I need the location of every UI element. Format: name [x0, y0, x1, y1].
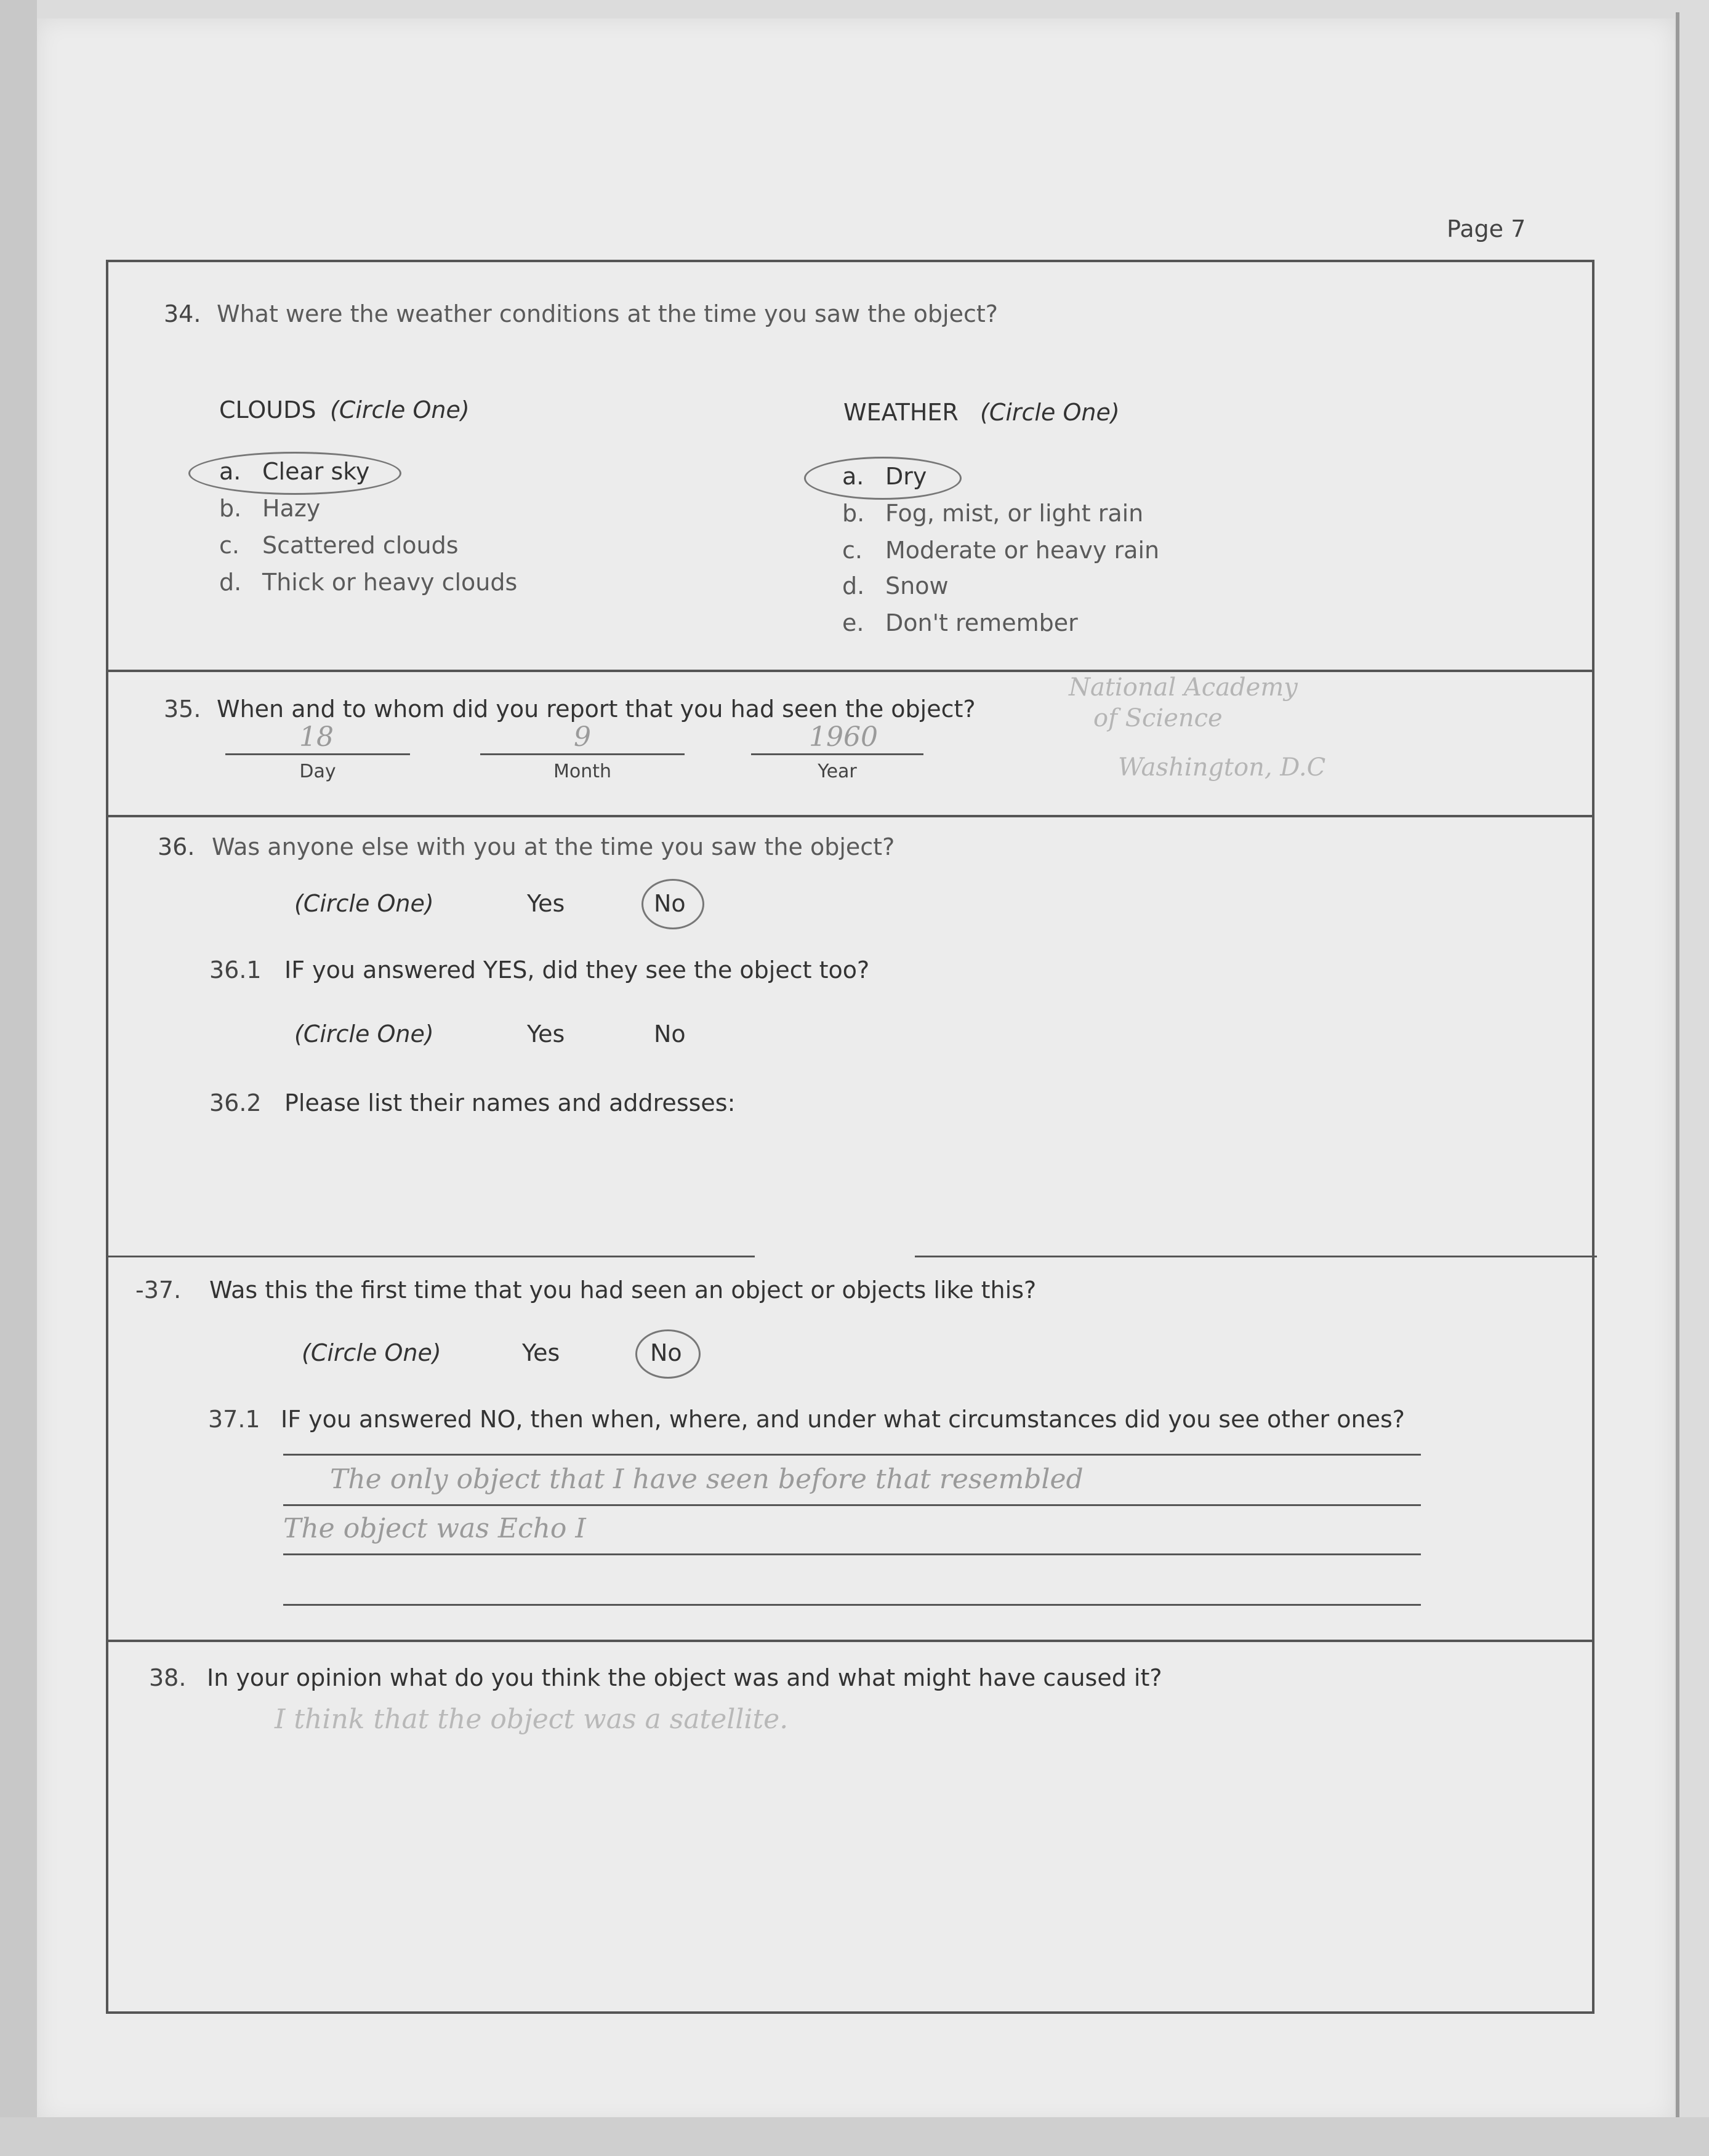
clouds-instruction: (Circle One) [330, 396, 470, 423]
dry-circle [804, 457, 962, 500]
q36-1-no-option[interactable]: No [654, 1020, 686, 1048]
question-text: What were the weather conditions at the time you saw the object? [217, 300, 998, 327]
question-text: Was anyone else with you at the time you saw the object? [212, 833, 895, 860]
weather-heading: WEATHER [843, 399, 959, 426]
month-value: 9 [574, 721, 591, 753]
weather-option-letter[interactable]: d. [842, 572, 865, 599]
weather-option-moderate[interactable]: Moderate or heavy rain [885, 537, 1160, 564]
q37-answer-line-1: The only object that I have seen before that resembled [330, 1464, 1084, 1495]
clouds-option-letter[interactable]: d. [219, 569, 242, 596]
q36-yes-option[interactable]: Yes [527, 890, 565, 917]
clouds-option-hazy[interactable]: Hazy [262, 495, 321, 522]
question-text: In your opinion what do you think the object was and what might have caused it? [207, 1664, 1162, 1691]
question-number: 36. [158, 833, 195, 860]
reported-to-line-3: Washington, D.C [1118, 753, 1326, 782]
names-line-left [108, 1256, 755, 1257]
question-number: 36.1 [209, 956, 262, 984]
clouds-option-letter[interactable]: a. [219, 458, 241, 485]
question-number: 38. [149, 1664, 187, 1691]
reported-to-line-1: National Academy [1069, 673, 1298, 702]
question-text: IF you answered NO, then when, where, and under what circumstances did you see other ones? [281, 1406, 1405, 1433]
q37-answer-line-2: The object was Echo I [283, 1513, 586, 1544]
month-line [480, 753, 685, 755]
year-value: 1960 [809, 721, 878, 753]
weather-option-letter[interactable]: a. [842, 463, 864, 490]
weather-option-snow[interactable]: Snow [885, 572, 949, 599]
q37-yes-option[interactable]: Yes [522, 1339, 560, 1366]
questionnaire-form [106, 260, 1594, 2014]
clouds-heading: CLOUDS [219, 396, 316, 423]
question-number: 37.1 [208, 1406, 260, 1433]
year-label: Year [818, 761, 857, 782]
question-36-section [108, 817, 1592, 1259]
weather-option-fog[interactable]: Fog, mist, or light rain [885, 500, 1144, 527]
question-37-section [108, 1259, 1592, 1640]
question-number: 36.2 [209, 1089, 262, 1116]
answer-line [283, 1553, 1421, 1555]
answer-line [283, 1454, 1421, 1456]
question-number: 35. [164, 695, 201, 723]
names-line-right [915, 1256, 1597, 1257]
scan-right-edge [1676, 12, 1679, 2136]
month-label: Month [553, 761, 612, 782]
day-line [225, 753, 410, 755]
answer-line [283, 1604, 1421, 1606]
weather-option-dry[interactable]: Dry [885, 463, 927, 490]
circle-one-instruction: (Circle One) [302, 1339, 441, 1366]
q36-1-yes-option[interactable]: Yes [527, 1020, 565, 1048]
weather-option-dont-remember[interactable]: Don't remember [885, 609, 1078, 636]
question-text: IF you answered YES, did they see the object too? [284, 956, 870, 984]
question-text: Please list their names and addresses: [284, 1089, 736, 1116]
question-text: When and to whom did you report that you had seen the object? [217, 695, 976, 723]
day-label: Day [299, 761, 336, 782]
year-line [751, 753, 923, 755]
scan-left-margin [0, 0, 37, 2156]
question-38-section [108, 1642, 1592, 2011]
question-35-section [108, 672, 1592, 815]
clouds-option-thick[interactable]: Thick or heavy clouds [262, 569, 518, 596]
clouds-option-scattered[interactable]: Scattered clouds [262, 532, 459, 559]
weather-option-letter[interactable]: e. [842, 609, 864, 636]
q36-no-option[interactable]: No [654, 890, 686, 917]
q37-no-option[interactable]: No [650, 1339, 682, 1366]
weather-option-letter[interactable]: b. [842, 500, 865, 527]
day-value: 18 [299, 721, 334, 753]
clouds-option-letter[interactable]: c. [219, 532, 239, 559]
answer-line [283, 1504, 1421, 1506]
clouds-option-letter[interactable]: b. [219, 495, 242, 522]
circle-one-instruction: (Circle One) [294, 1020, 434, 1048]
question-text: Was this the first time that you had seen an object or objects like this? [209, 1276, 1037, 1304]
weather-instruction: (Circle One) [980, 399, 1120, 426]
page-number: Page 7 [1447, 215, 1526, 242]
circle-one-instruction: (Circle One) [294, 890, 434, 917]
clouds-option-clear-sky[interactable]: Clear sky [262, 458, 370, 485]
scan-bottom-margin [0, 2117, 1709, 2156]
question-number: -37. [135, 1276, 182, 1304]
q38-answer: I think that the object was a satellite. [275, 1704, 789, 1735]
question-34-section [108, 262, 1592, 670]
reported-to-line-2: of Science [1093, 704, 1223, 732]
question-number: 34. [164, 300, 201, 327]
weather-option-letter[interactable]: c. [842, 537, 863, 564]
